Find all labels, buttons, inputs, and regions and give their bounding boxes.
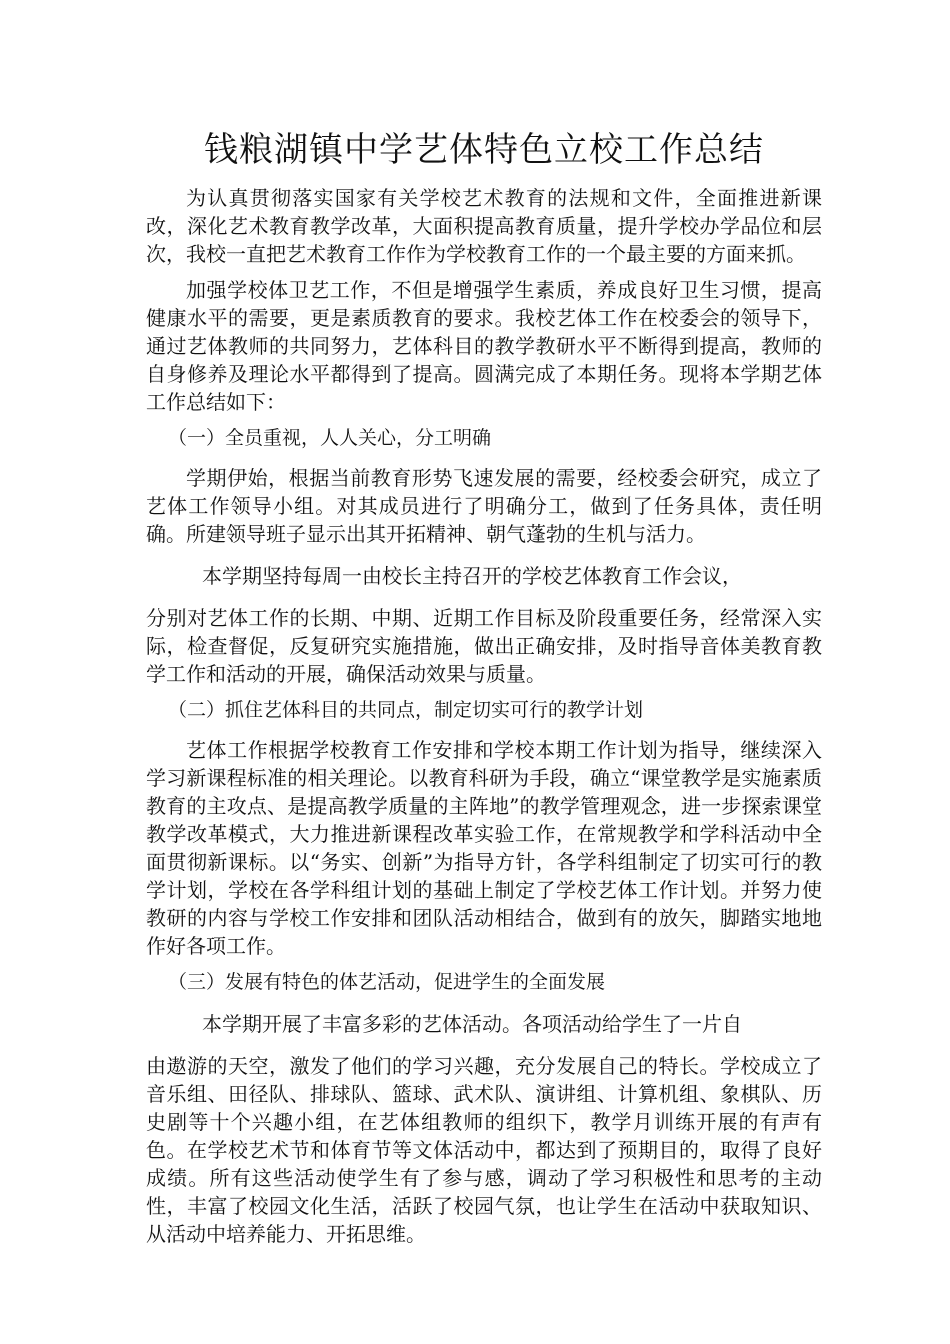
paragraph-overview: 加强学校体卫艺工作，不但是增强学生素质，养成良好卫生习惯，提高健康水平的需要，更是素质教育的要求。我校艺体工作在校委会的领导下，通过艺体教师的共同努力，艺体科目的教学教研水平不断得到提高，教师的自身修养及理论水平都得到了提高。圆满完成了本期任务。现将本学期艺体工作总结如下： bbox=[146, 278, 822, 414]
paragraph-meeting-rest: 分别对艺体工作的长期、中期、近期工作目标及阶段重要任务，经常深入实际，检查督促，反复研究实施措施，做出正确安排，及时指导音体美教育教学工作和活动的开展，确保活动效果与质量。 bbox=[146, 606, 822, 686]
document-page bbox=[146, 126, 822, 1256]
document-title: 钱粮湖镇中学艺体特色立校工作总结 bbox=[204, 130, 764, 170]
paragraph-section-1: 学期伊始，根据当前教育形势飞速发展的需要，经校委会研究，成立了艺体工作领导小组。对其成员进行了明确分工，做到了任务具体，责任明确。所建领导班子显示出其开拓精神、朝气蓬勃的生机与活力。 bbox=[146, 466, 822, 546]
section-heading-1: （一）全员重视，人人关心，分工明确 bbox=[168, 427, 492, 449]
paragraph-intro: 为认真贯彻落实国家有关学校艺术教育的法规和文件，全面推进新课改，深化艺术教育教学改革，大面积提高教育质量，提升学校办学品位和层次，我校一直把艺术教育工作作为学校教育工作的一个最主要的方面来抓。 bbox=[146, 186, 822, 266]
paragraph-section-2: 艺体工作根据学校教育工作安排和学校本期工作计划为指导，继续深入学习新课程标准的相关理论。以教育科研为手段，确立“课堂教学是实施素质教育的主攻点、是提高教学质量的主阵地”的教学管理观念，进一步探索课堂教学改革模式，大力推进新课程改革实验工作，在常规教学和学科活动中全面贯彻新课标。以“务实、创新”为指导方针，各学科组制定了切实可行的教学计划，学校在各学科组计划的基础上制定了学校艺体工作计划。并努力使教研的内容与学校工作安排和团队活动相结合，做到有的放矢，脚踏实地地作好各项工作。 bbox=[146, 738, 822, 958]
paragraph-activities-rest: 由遨游的天空，激发了他们的学习兴趣，充分发展自己的特长。学校成立了音乐组、田径队、排球队、篮球、武术队、演讲组、计算机组、象棋队、历史剧等十个兴趣小组，在艺体组教师的组织下，教学月训练开展的有声有色。在学校艺术节和体育节等文体活动中，都达到了预期目的，取得了良好成绩。所有这些活动使学生有了参与感，调动了学习积极性和思考的主动性，丰富了校园文化生活，活跃了校园气氛，也让学生在活动中获取知识、从活动中培养能力、开拓思维。 bbox=[146, 1054, 822, 1246]
paragraph-meeting-first-line: 本学期坚持每周一由校长主持召开的学校艺体教育工作会议， bbox=[202, 564, 742, 588]
section-heading-2: （二）抓住艺体科目的共同点，制定切实可行的教学计划 bbox=[168, 699, 644, 721]
paragraph-activities-first-line: 本学期开展了丰富多彩的艺体活动。各项活动给学生了一片自 bbox=[202, 1012, 742, 1036]
section-heading-3: （三）发展有特色的体艺活动，促进学生的全面发展 bbox=[168, 971, 606, 993]
